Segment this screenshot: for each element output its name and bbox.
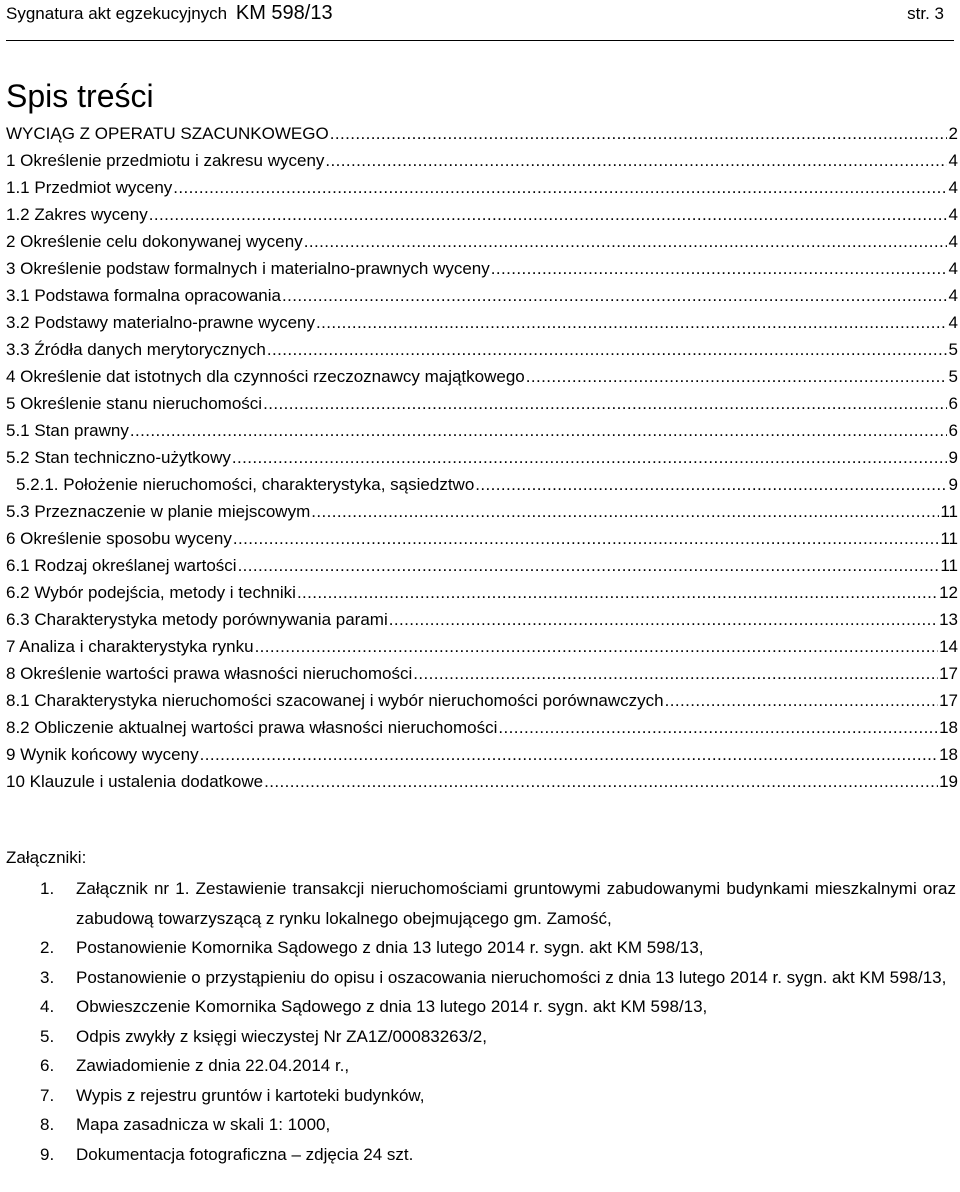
dot-leader: [130, 417, 947, 444]
page-number: str. 3: [907, 4, 944, 23]
dot-leader: [149, 201, 947, 228]
toc-entry-page: 17: [939, 664, 958, 683]
attachments-list: [6, 874, 956, 1169]
toc-entry-title: 6.2 Wybór podejścia, metody i techniki: [6, 583, 296, 602]
attachment-number: 6.: [40, 1056, 55, 1075]
toc-entry-title: 2 Określenie celu dokonywanej wyceny: [6, 232, 303, 251]
attachment-number: 5.: [40, 1026, 55, 1046]
attachment-text: Postanowienie Komornika Sądowego z dnia 13 lutego 2014 r. sygn. akt KM 598/13,: [76, 938, 704, 957]
toc-entry[interactable]: [6, 579, 958, 606]
attachment-item: [6, 1081, 956, 1111]
toc-entry-page: 5: [948, 340, 958, 359]
toc-entry[interactable]: [6, 768, 958, 795]
toc-entry-page: 17: [939, 691, 958, 710]
toc-entry-title: 3.1 Podstawa formalna opracowania: [6, 286, 281, 305]
dot-leader: [325, 147, 947, 174]
toc-entry[interactable]: [6, 390, 958, 417]
toc-entry[interactable]: [6, 228, 958, 255]
toc-title: Spis treści: [6, 78, 154, 114]
attachment-number: 4.: [40, 997, 55, 1016]
dot-leader: [491, 255, 947, 282]
toc-entry-title: 5.2 Stan techniczno-użytkowy: [6, 448, 231, 467]
toc-entry[interactable]: [6, 471, 958, 498]
table-of-contents: [6, 120, 958, 795]
toc-entry-title: WYCIĄG Z OPERATU SZACUNKOWEGO: [6, 124, 329, 143]
dot-leader: [330, 120, 947, 147]
attachment-item: [6, 1140, 956, 1170]
dot-leader: [413, 660, 938, 687]
attachment-item: [6, 1022, 956, 1052]
toc-entry[interactable]: [6, 525, 958, 552]
toc-entry-page: 18: [939, 718, 958, 737]
attachment-item: [6, 933, 956, 963]
toc-entry[interactable]: [6, 660, 958, 687]
toc-entry-page: 11: [940, 529, 958, 548]
toc-entry[interactable]: [6, 120, 958, 147]
toc-entry-title: 6.1 Rodzaj określanej wartości: [6, 556, 237, 575]
attachment-item: [6, 1051, 956, 1081]
case-signature: [6, 2, 333, 25]
toc-entry-title: 1.1 Przedmiot wyceny: [6, 178, 173, 197]
attachment-text: Załącznik nr 1. Zestawienie transakcji nieruchomościami gruntowymi zabudowanymi budynkami mieszkalnymi oraz zabudową towarzyszącą z rynku lokalnego obejmującego gm. Zamość,: [76, 879, 956, 928]
attachments-title: Załączniki:: [6, 848, 87, 867]
toc-entry[interactable]: [6, 714, 958, 741]
toc-entry-title: 5.3 Przeznaczenie w planie miejscowym: [6, 502, 311, 521]
attachment-text: Mapa zasadnicza w skali 1: 1000,: [76, 1115, 331, 1134]
toc-entry-title: 3 Określenie podstaw formalnych i materialno-prawnych wyceny: [6, 259, 490, 278]
toc-entry-title: 1 Określenie przedmiotu i zakresu wyceny: [6, 151, 325, 170]
dot-leader: [200, 741, 939, 768]
toc-entry-page: 4: [948, 205, 958, 224]
page-header: [6, 0, 954, 41]
dot-leader: [304, 228, 947, 255]
toc-entry-title: 8.1 Charakterystyka nieruchomości szacowanej i wybór nieruchomości porównawczych: [6, 691, 664, 710]
toc-entry-page: 12: [939, 583, 958, 602]
toc-entry[interactable]: [6, 606, 958, 633]
toc-entry-page: 4: [948, 313, 958, 332]
dot-leader: [526, 363, 947, 390]
toc-entry-page: 2: [948, 124, 958, 143]
toc-entry-page: 4: [948, 151, 958, 170]
toc-entry-title: 4 Określenie dat istotnych dla czynności rzeczoznawcy majątkowego: [6, 367, 525, 386]
signature-label: Sygnatura akt egzekucyjnych: [6, 4, 228, 23]
attachment-text: Wypis z rejestru gruntów i kartoteki budynków,: [76, 1085, 425, 1105]
toc-entry-page: 9: [948, 475, 958, 494]
attachment-text: Odpis zwykły z księgi wieczystej Nr ZA1Z/00083263/2,: [76, 1026, 487, 1046]
toc-entry[interactable]: [6, 174, 958, 201]
toc-entry-page: 11: [940, 502, 958, 521]
toc-entry-page: 14: [939, 637, 958, 656]
toc-entry-title: 5.2.1. Położenie nieruchomości, charakterystyka, sąsiedztwo: [16, 475, 475, 494]
toc-entry-page: 13: [939, 610, 958, 629]
toc-entry[interactable]: [6, 309, 958, 336]
toc-entry-page: 4: [948, 178, 958, 197]
toc-entry[interactable]: [6, 363, 958, 390]
toc-entry-page: 6: [948, 394, 958, 413]
toc-entry[interactable]: [6, 741, 958, 768]
toc-entry[interactable]: [6, 255, 958, 282]
toc-entry[interactable]: [6, 552, 958, 579]
dot-leader: [311, 498, 939, 525]
dot-leader: [389, 606, 938, 633]
attachment-text: Dokumentacja fotograficzna – zdjęcia 24 szt.: [76, 1144, 414, 1164]
toc-entry[interactable]: [6, 417, 958, 444]
attachment-number: 1.: [40, 879, 55, 898]
dot-leader: [316, 309, 947, 336]
attachment-item: [6, 874, 956, 933]
toc-entry[interactable]: [6, 147, 958, 174]
toc-entry-title: 7 Analiza i charakterystyka rynku: [6, 637, 254, 656]
toc-entry-page: 19: [939, 772, 958, 791]
toc-entry[interactable]: [6, 444, 958, 471]
dot-leader: [665, 687, 938, 714]
dot-leader: [264, 768, 938, 795]
toc-entry[interactable]: [6, 687, 958, 714]
toc-entry-title: 9 Wynik końcowy wyceny: [6, 745, 199, 764]
attachment-text: Zawiadomienie z dnia 22.04.2014 r.,: [76, 1056, 350, 1075]
attachment-number: 7.: [40, 1085, 55, 1105]
toc-entry-title: 3.2 Podstawy materialno-prawne wyceny: [6, 313, 315, 332]
toc-entry-page: 5: [948, 367, 958, 386]
dot-leader: [232, 444, 947, 471]
toc-entry-page: 9: [948, 448, 958, 467]
dot-leader: [267, 336, 947, 363]
toc-entry[interactable]: [6, 282, 958, 309]
toc-entry-page: 6: [948, 421, 958, 440]
dot-leader: [282, 282, 947, 309]
toc-entry-title: 6 Określenie sposobu wyceny: [6, 529, 232, 548]
toc-entry-page: 4: [948, 286, 958, 305]
toc-entry-page: 11: [940, 556, 958, 575]
attachment-number: 8.: [40, 1115, 55, 1134]
attachment-number: 3.: [40, 967, 55, 987]
toc-entry-page: 4: [948, 232, 958, 251]
dot-leader: [297, 579, 938, 606]
attachment-item: [6, 1110, 956, 1140]
toc-entry-title: 3.3 Źródła danych merytorycznych: [6, 340, 266, 359]
toc-entry-page: 18: [939, 745, 958, 764]
attachment-item: [6, 992, 956, 1022]
attachment-number: 9.: [40, 1144, 55, 1164]
toc-entry-page: 4: [948, 259, 958, 278]
dot-leader: [263, 390, 947, 417]
toc-entry-title: 8 Określenie wartości prawa własności nieruchomości: [6, 664, 413, 683]
toc-entry-title: 1.2 Zakres wyceny: [6, 205, 148, 224]
attachment-number: 2.: [40, 938, 55, 957]
attachment-text: Obwieszczenie Komornika Sądowego z dnia 13 lutego 2014 r. sygn. akt KM 598/13,: [76, 997, 708, 1016]
toc-entry[interactable]: [6, 498, 958, 525]
dot-leader: [255, 633, 939, 660]
toc-entry-title: 8.2 Obliczenie aktualnej wartości prawa własności nieruchomości: [6, 718, 498, 737]
dot-leader: [173, 174, 947, 201]
toc-entry[interactable]: [6, 201, 958, 228]
toc-entry-title: 10 Klauzule i ustalenia dodatkowe: [6, 772, 264, 791]
toc-entry[interactable]: [6, 336, 958, 363]
attachment-text: Postanowienie o przystąpieniu do opisu i oszacowania nieruchomości z dnia 13 lutego 2014 r. sygn. akt KM 598/13,: [76, 967, 947, 987]
attachment-item: [6, 963, 956, 993]
toc-entry[interactable]: [6, 633, 958, 660]
signature-value: KM 598/13: [235, 2, 333, 24]
dot-leader: [498, 714, 938, 741]
dot-leader: [233, 525, 940, 552]
toc-entry-title: 5 Określenie stanu nieruchomości: [6, 394, 263, 413]
toc-entry-title: 6.3 Charakterystyka metody porównywania parami: [6, 610, 388, 629]
dot-leader: [238, 552, 940, 579]
toc-entry-title: 5.1 Stan prawny: [6, 421, 129, 440]
dot-leader: [475, 471, 947, 498]
